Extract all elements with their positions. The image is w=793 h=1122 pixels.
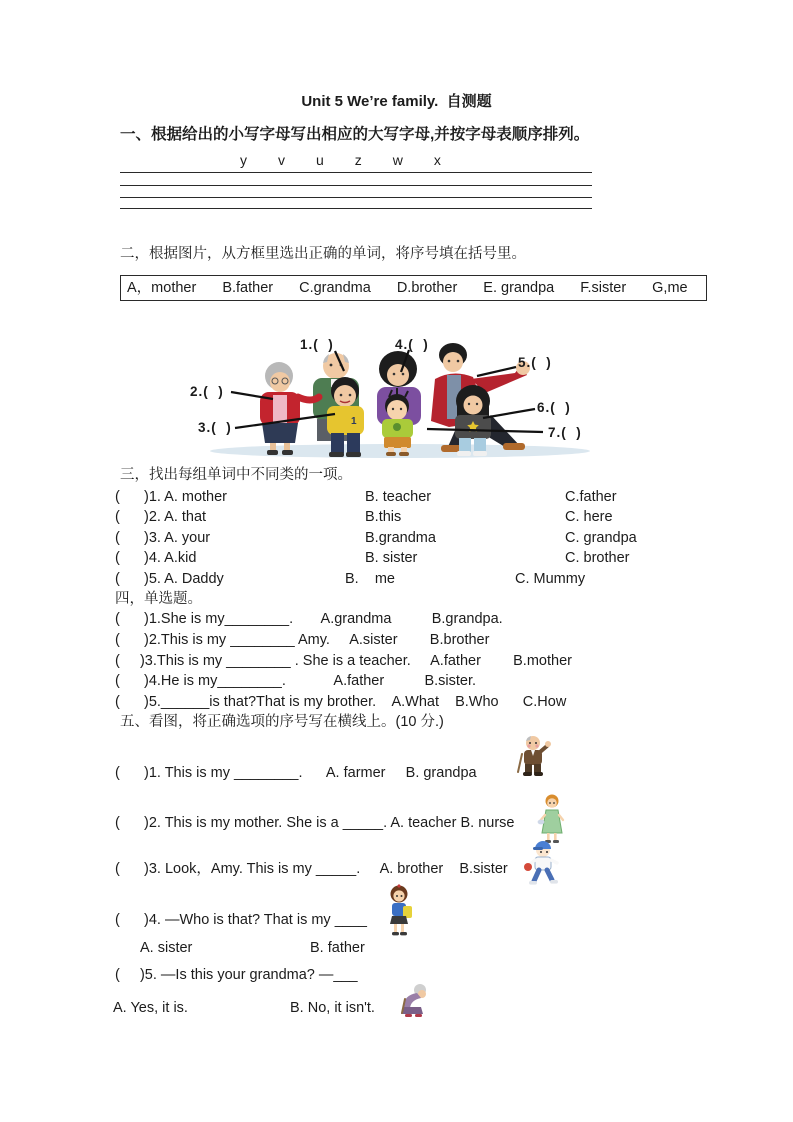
odd-one-out-row (115, 569, 793, 590)
word-bank-item: G,me (652, 279, 688, 296)
family-photo-icon (185, 335, 610, 460)
page-title: Unit 5 We’re family. 自测题 (301, 93, 492, 110)
section3-heading: 三，找出每组单词中不同类的一项。 (120, 466, 352, 483)
option-b: B. teacher (365, 488, 432, 505)
letter: w (392, 152, 403, 168)
choice-question: ( )5.______is that?That is my brother. A.What B.Who C.How (115, 693, 567, 710)
option-b: B.grandma (365, 529, 436, 546)
answer-lines (120, 172, 592, 220)
schoolbag-girl-icon (381, 884, 417, 942)
word-bank-item: E. grandpa (483, 279, 555, 296)
section2-heading: 二，根据图片，从方框里选出正确的单词，将序号填在括号里。 (120, 245, 526, 262)
option-b: B. sister (365, 550, 418, 567)
option-b: B. father (310, 940, 365, 957)
word-bank-box (120, 275, 707, 301)
q5-options (113, 1000, 375, 1016)
q4-options (140, 940, 365, 956)
option-c: C. grandpa (565, 529, 637, 546)
grandma-figure (260, 362, 319, 455)
answer-line (120, 172, 592, 185)
choice-question: ( )2.This is my ________ Amy. A.sister B.brother (115, 632, 490, 649)
section5-heading: 五、看图，将正确选项的序号写在横线上。(10 分.) (120, 714, 444, 731)
picture-question-4: ( )4. —Who is that? That is my ____ (115, 912, 367, 929)
option-a: A. Yes, it is. (113, 1000, 188, 1017)
pingpong-boy-icon (522, 838, 564, 890)
section5 (113, 712, 730, 1122)
answer-line (120, 197, 592, 209)
letter: v (278, 152, 285, 168)
option-b: B.this (365, 509, 402, 526)
picture-question-2: ( )2. This is my mother. She is a _____. A. teacher B. nurse (115, 815, 515, 832)
family-illustration (185, 335, 610, 460)
option-c: C. Mummy (515, 570, 586, 587)
option-b: B. No, it isn't. (290, 1000, 375, 1017)
choice-question: ( )1.She is my________. A.grandma B.grandpa. (115, 611, 503, 628)
odd-one-out-row (115, 487, 793, 508)
picture-question-3: ( )3. Look，Amy. This is my _____. A. brother B.sister (115, 861, 508, 878)
svg-text:1: 1 (351, 415, 357, 427)
letter: u (316, 152, 324, 168)
option-a: ( )2. A. that (115, 509, 207, 526)
option-b: B. me (345, 570, 395, 587)
section4-heading: 四，单选题。 (115, 591, 202, 608)
word-bank-item: A，mother (127, 279, 197, 296)
picture-question-1: ( )1. This is my ________. A. farmer B. grandpa (115, 765, 477, 782)
word-bank-item: D.brother (396, 279, 458, 296)
section1-heading: 一、根据给出的小写字母写出相应的大写字母,并按字母表顺序排列。 (120, 126, 590, 143)
section3-rows (115, 487, 793, 590)
letter-row (240, 152, 793, 169)
option-a: ( )5. A. Daddy (115, 570, 224, 587)
letter: y (240, 152, 247, 168)
figure-label-4: 4.( ) (395, 336, 429, 352)
word-bank-item: C.grandma (299, 279, 371, 296)
word-bank-item: F.sister (580, 279, 627, 296)
letter: x (433, 152, 441, 168)
option-c: C. brother (565, 550, 630, 567)
figure-label-5: 5.( ) (518, 354, 552, 370)
word-bank-item: B.father (222, 279, 274, 296)
option-c: C.father (565, 488, 617, 505)
section4-rows (115, 609, 793, 712)
picture-question-5: ( )5. —Is this your grandma? —___ (115, 967, 358, 984)
figure-label-7: 7.( ) (548, 424, 582, 440)
answer-line (120, 208, 592, 220)
odd-one-out-row (115, 548, 793, 569)
option-a: ( )3. A. your (115, 529, 211, 546)
choice-question: ( )4.He is my________. A.father B.sister. (115, 673, 477, 690)
option-a: ( )1. A. mother (115, 488, 228, 505)
figure-label-6: 6.( ) (537, 399, 571, 415)
grandpa-cane-icon (510, 734, 556, 782)
figure-label-2: 2.( ) (190, 383, 224, 399)
odd-one-out-row (115, 528, 793, 549)
odd-one-out-row (115, 507, 793, 528)
figure-label-3: 3.( ) (198, 419, 232, 435)
choice-question: ( )3.This is my ________ . She is a teacher. A.father B.mother (115, 652, 572, 669)
option-a: ( )4. A.kid (115, 550, 197, 567)
answer-line (120, 185, 592, 197)
figure-label-1: 1.( ) (300, 336, 334, 352)
letter: z (354, 152, 362, 168)
option-a: A. sister (140, 940, 193, 957)
option-c: C. here (565, 509, 613, 526)
old-grandma-icon (391, 983, 435, 1021)
